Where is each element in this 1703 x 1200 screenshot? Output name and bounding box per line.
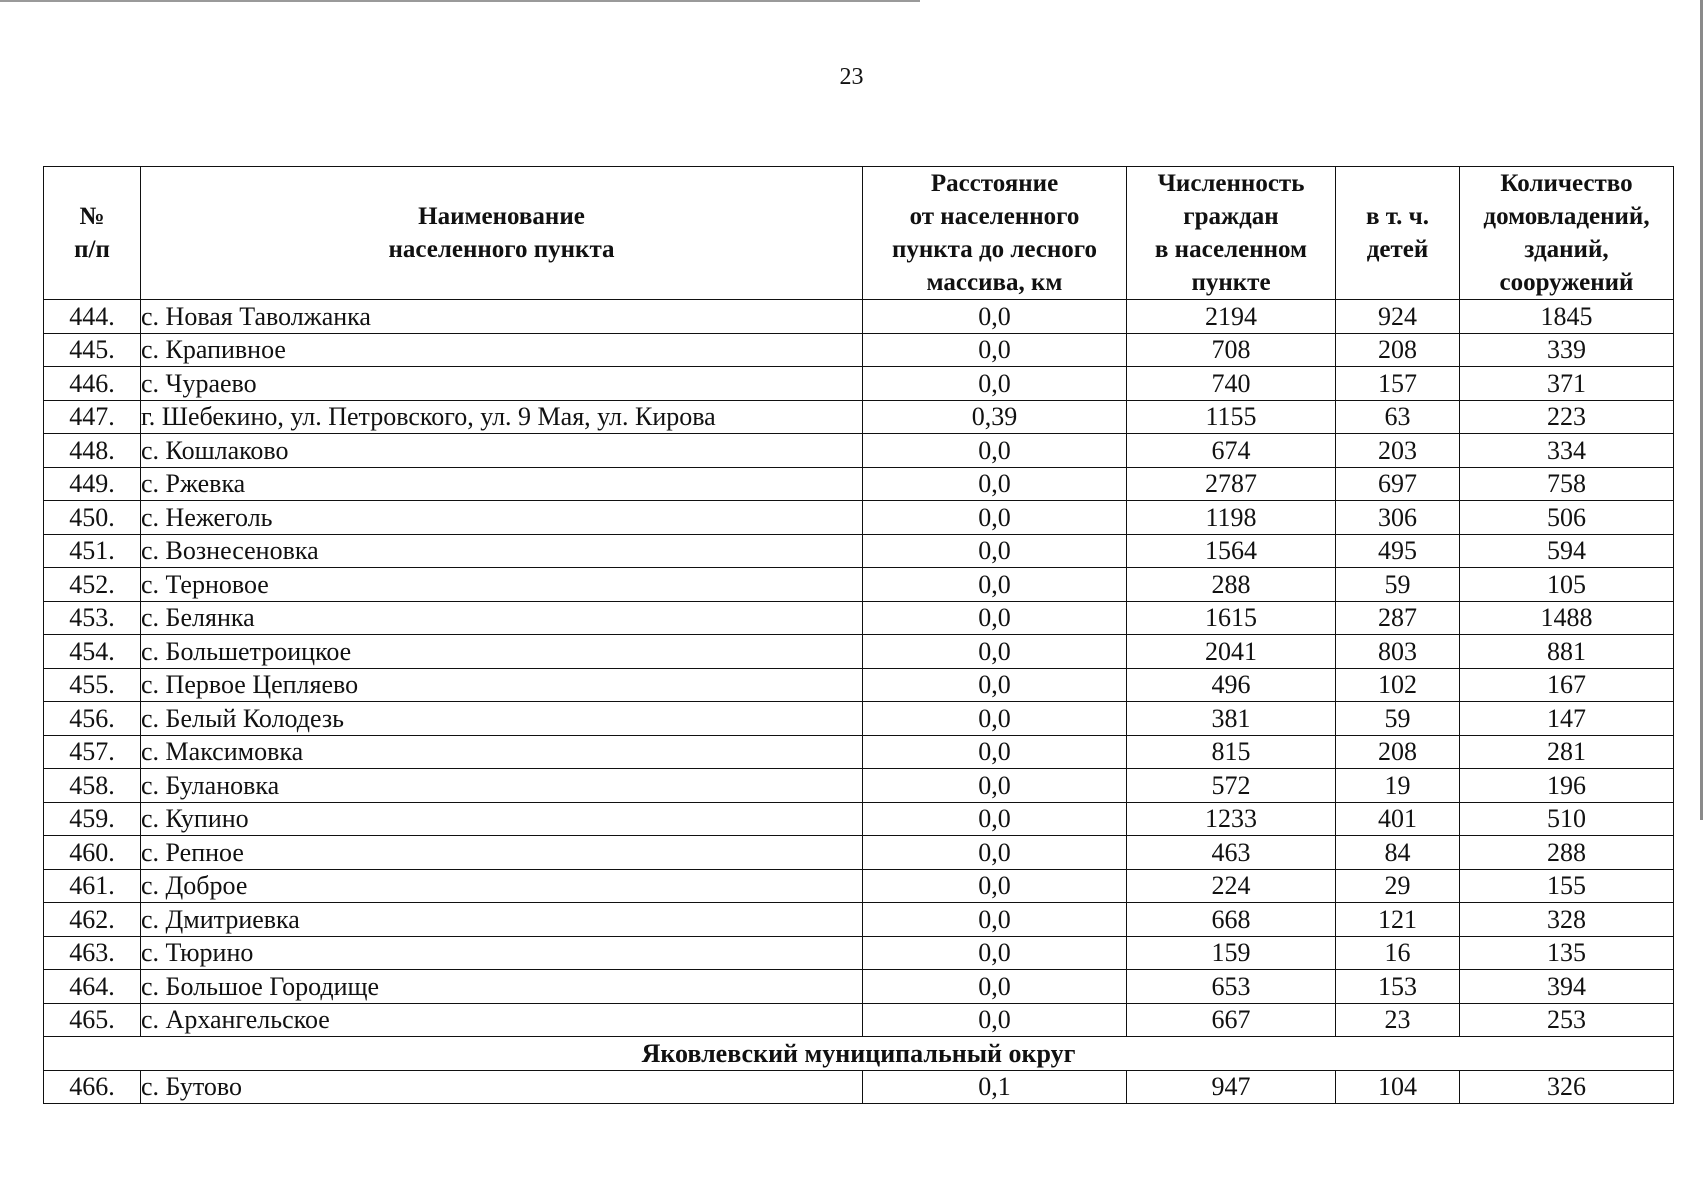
- population-cell: 708: [1127, 333, 1336, 367]
- row-number-cell: 466.: [44, 1070, 141, 1104]
- forest-distance-km-cell: 0,0: [863, 903, 1127, 937]
- population-cell: 1233: [1127, 802, 1336, 836]
- buildings-count-cell: 167: [1460, 668, 1674, 702]
- header-name: [141, 167, 863, 300]
- forest-distance-km-cell: 0,39: [863, 400, 1127, 434]
- settlement-name-cell: с. Максимовка: [141, 735, 863, 769]
- header-distance: [863, 167, 1127, 300]
- children-count-cell: 153: [1336, 970, 1460, 1004]
- population-cell: 668: [1127, 903, 1336, 937]
- table-row: [44, 467, 1674, 501]
- settlement-name-cell: с. Купино: [141, 802, 863, 836]
- population-cell: 496: [1127, 668, 1336, 702]
- settlement-name-cell: с. Дмитриевка: [141, 903, 863, 937]
- children-count-cell: 203: [1336, 434, 1460, 468]
- page-number: 23: [839, 64, 864, 90]
- forest-distance-km-cell: 0,0: [863, 534, 1127, 568]
- table-row: [44, 601, 1674, 635]
- children-count-cell: 23: [1336, 1003, 1460, 1037]
- row-number-cell: 463.: [44, 936, 141, 970]
- children-count-cell: 208: [1336, 333, 1460, 367]
- table-row: [44, 702, 1674, 736]
- children-count-cell: 157: [1336, 367, 1460, 401]
- buildings-count-cell: 1488: [1460, 601, 1674, 635]
- buildings-count-cell: 281: [1460, 735, 1674, 769]
- children-count-cell: 697: [1336, 467, 1460, 501]
- population-cell: 1615: [1127, 601, 1336, 635]
- buildings-count-cell: 288: [1460, 836, 1674, 870]
- table-row: [44, 501, 1674, 535]
- buildings-count-cell: 326: [1460, 1070, 1674, 1104]
- population-cell: 740: [1127, 367, 1336, 401]
- row-number-cell: 451.: [44, 534, 141, 568]
- buildings-count-cell: 1845: [1460, 300, 1674, 334]
- population-cell: 159: [1127, 936, 1336, 970]
- settlement-name-cell: с. Чураево: [141, 367, 863, 401]
- forest-distance-km-cell: 0,0: [863, 668, 1127, 702]
- table-row: [44, 668, 1674, 702]
- row-number-cell: 458.: [44, 769, 141, 803]
- buildings-count-cell: 328: [1460, 903, 1674, 937]
- forest-distance-km-cell: 0,0: [863, 936, 1127, 970]
- header-buildings: [1460, 167, 1674, 300]
- forest-distance-km-cell: 0,0: [863, 836, 1127, 870]
- population-cell: 288: [1127, 568, 1336, 602]
- table-row: [44, 1003, 1674, 1037]
- row-number-cell: 444.: [44, 300, 141, 334]
- buildings-count-cell: 339: [1460, 333, 1674, 367]
- children-count-cell: 287: [1336, 601, 1460, 635]
- table-row: [44, 869, 1674, 903]
- forest-distance-km-cell: 0,0: [863, 367, 1127, 401]
- forest-distance-km-cell: 0,0: [863, 970, 1127, 1004]
- buildings-count-cell: 334: [1460, 434, 1674, 468]
- table-row: [44, 333, 1674, 367]
- population-cell: 1564: [1127, 534, 1336, 568]
- row-number-cell: 465.: [44, 1003, 141, 1037]
- table-row: [44, 769, 1674, 803]
- settlements-table: [43, 166, 1674, 1104]
- children-count-cell: 29: [1336, 869, 1460, 903]
- table-row: [44, 970, 1674, 1004]
- population-cell: 1198: [1127, 501, 1336, 535]
- forest-distance-km-cell: 0,0: [863, 635, 1127, 669]
- buildings-count-cell: 135: [1460, 936, 1674, 970]
- row-number-cell: 454.: [44, 635, 141, 669]
- header-children-label: в т. ч. детей: [1365, 203, 1429, 263]
- row-number-cell: 446.: [44, 367, 141, 401]
- forest-distance-km-cell: 0,0: [863, 333, 1127, 367]
- buildings-count-cell: 105: [1460, 568, 1674, 602]
- settlement-name-cell: с. Репное: [141, 836, 863, 870]
- row-number-cell: 464.: [44, 970, 141, 1004]
- forest-distance-km-cell: 0,0: [863, 735, 1127, 769]
- population-cell: 1155: [1127, 400, 1336, 434]
- row-number-cell: 449.: [44, 467, 141, 501]
- table-row: [44, 400, 1674, 434]
- table-row: [44, 802, 1674, 836]
- population-cell: 674: [1127, 434, 1336, 468]
- settlement-name-cell: с. Большетроицкое: [141, 635, 863, 669]
- row-number-cell: 462.: [44, 903, 141, 937]
- buildings-count-cell: 253: [1460, 1003, 1674, 1037]
- children-count-cell: 803: [1336, 635, 1460, 669]
- children-count-cell: 208: [1336, 735, 1460, 769]
- population-cell: 381: [1127, 702, 1336, 736]
- scan-top-edge-line: [0, 0, 920, 2]
- header-population-label: Численность граждан в населенном пункте: [1154, 170, 1308, 296]
- row-number-cell: 456.: [44, 702, 141, 736]
- forest-distance-km-cell: 0,0: [863, 1003, 1127, 1037]
- children-count-cell: 84: [1336, 836, 1460, 870]
- forest-distance-km-cell: 0,0: [863, 769, 1127, 803]
- buildings-count-cell: 394: [1460, 970, 1674, 1004]
- table-row: [44, 635, 1674, 669]
- row-number-cell: 452.: [44, 568, 141, 602]
- row-number-cell: 445.: [44, 333, 141, 367]
- row-number-cell: 448.: [44, 434, 141, 468]
- settlement-name-cell: с. Бутово: [141, 1070, 863, 1104]
- table-row: [44, 936, 1674, 970]
- table-body: [44, 300, 1674, 1104]
- table-row: [44, 568, 1674, 602]
- row-number-cell: 447.: [44, 400, 141, 434]
- settlement-name-cell: с. Доброе: [141, 869, 863, 903]
- row-number-cell: 450.: [44, 501, 141, 535]
- settlement-name-cell: с. Терновое: [141, 568, 863, 602]
- row-number-cell: 459.: [44, 802, 141, 836]
- buildings-count-cell: 147: [1460, 702, 1674, 736]
- forest-distance-km-cell: 0,0: [863, 501, 1127, 535]
- header-num: [44, 167, 141, 300]
- children-count-cell: 306: [1336, 501, 1460, 535]
- header-num-label: № п/п: [74, 203, 110, 263]
- children-count-cell: 59: [1336, 568, 1460, 602]
- forest-distance-km-cell: 0,0: [863, 467, 1127, 501]
- settlement-name-cell: с. Тюрино: [141, 936, 863, 970]
- table-row: [44, 300, 1674, 334]
- forest-distance-km-cell: 0,0: [863, 434, 1127, 468]
- settlement-name-cell: г. Шебекино, ул. Петровского, ул. 9 Мая, ул. Кирова: [141, 400, 863, 434]
- row-number-cell: 453.: [44, 601, 141, 635]
- forest-distance-km-cell: 0,1: [863, 1070, 1127, 1104]
- settlement-name-cell: с. Ржевка: [141, 467, 863, 501]
- table-row: [44, 367, 1674, 401]
- children-count-cell: 401: [1336, 802, 1460, 836]
- settlement-name-cell: с. Архангельское: [141, 1003, 863, 1037]
- children-count-cell: 102: [1336, 668, 1460, 702]
- settlement-name-cell: с. Нежеголь: [141, 501, 863, 535]
- header-row: [44, 167, 1674, 300]
- settlement-name-cell: с. Белянка: [141, 601, 863, 635]
- settlement-name-cell: с. Большое Городище: [141, 970, 863, 1004]
- children-count-cell: 495: [1336, 534, 1460, 568]
- header-children: [1336, 167, 1460, 300]
- settlement-name-cell: с. Первое Цепляево: [141, 668, 863, 702]
- buildings-count-cell: 881: [1460, 635, 1674, 669]
- header-distance-label: Расстояние от населенного пункта до лесного массива, км: [891, 170, 1098, 296]
- buildings-count-cell: 371: [1460, 367, 1674, 401]
- settlement-name-cell: с. Белый Колодезь: [141, 702, 863, 736]
- children-count-cell: 104: [1336, 1070, 1460, 1104]
- header-buildings-label: Количество домовладений, зданий, сооружений: [1483, 170, 1650, 296]
- forest-distance-km-cell: 0,0: [863, 802, 1127, 836]
- header-population: [1127, 167, 1336, 300]
- header-name-label: Наименование населенного пункта: [388, 203, 615, 263]
- forest-distance-km-cell: 0,0: [863, 869, 1127, 903]
- buildings-count-cell: 196: [1460, 769, 1674, 803]
- children-count-cell: 63: [1336, 400, 1460, 434]
- table-row: [44, 534, 1674, 568]
- children-count-cell: 121: [1336, 903, 1460, 937]
- population-cell: 572: [1127, 769, 1336, 803]
- population-cell: 667: [1127, 1003, 1336, 1037]
- section-title: Яковлевский муниципальный округ: [44, 1037, 1674, 1071]
- buildings-count-cell: 758: [1460, 467, 1674, 501]
- table-row: [44, 903, 1674, 937]
- settlement-name-cell: с. Крапивное: [141, 333, 863, 367]
- population-cell: 815: [1127, 735, 1336, 769]
- row-number-cell: 461.: [44, 869, 141, 903]
- table-header: [44, 167, 1674, 300]
- population-cell: 2787: [1127, 467, 1336, 501]
- forest-distance-km-cell: 0,0: [863, 702, 1127, 736]
- children-count-cell: 59: [1336, 702, 1460, 736]
- row-number-cell: 460.: [44, 836, 141, 870]
- buildings-count-cell: 510: [1460, 802, 1674, 836]
- population-cell: 653: [1127, 970, 1336, 1004]
- population-cell: 947: [1127, 1070, 1336, 1104]
- section-row: [44, 1037, 1674, 1071]
- table-row: [44, 1070, 1674, 1104]
- table-row: [44, 735, 1674, 769]
- buildings-count-cell: 155: [1460, 869, 1674, 903]
- children-count-cell: 19: [1336, 769, 1460, 803]
- forest-distance-km-cell: 0,0: [863, 568, 1127, 602]
- population-cell: 2041: [1127, 635, 1336, 669]
- settlement-name-cell: с. Новая Таволжанка: [141, 300, 863, 334]
- row-number-cell: 455.: [44, 668, 141, 702]
- population-cell: 463: [1127, 836, 1336, 870]
- forest-distance-km-cell: 0,0: [863, 300, 1127, 334]
- settlement-name-cell: с. Кошлаково: [141, 434, 863, 468]
- settlement-name-cell: с. Булановка: [141, 769, 863, 803]
- buildings-count-cell: 506: [1460, 501, 1674, 535]
- children-count-cell: 924: [1336, 300, 1460, 334]
- buildings-count-cell: 594: [1460, 534, 1674, 568]
- row-number-cell: 457.: [44, 735, 141, 769]
- children-count-cell: 16: [1336, 936, 1460, 970]
- table-row: [44, 434, 1674, 468]
- buildings-count-cell: 223: [1460, 400, 1674, 434]
- population-cell: 224: [1127, 869, 1336, 903]
- settlement-name-cell: с. Вознесеновка: [141, 534, 863, 568]
- population-cell: 2194: [1127, 300, 1336, 334]
- forest-distance-km-cell: 0,0: [863, 601, 1127, 635]
- table-row: [44, 836, 1674, 870]
